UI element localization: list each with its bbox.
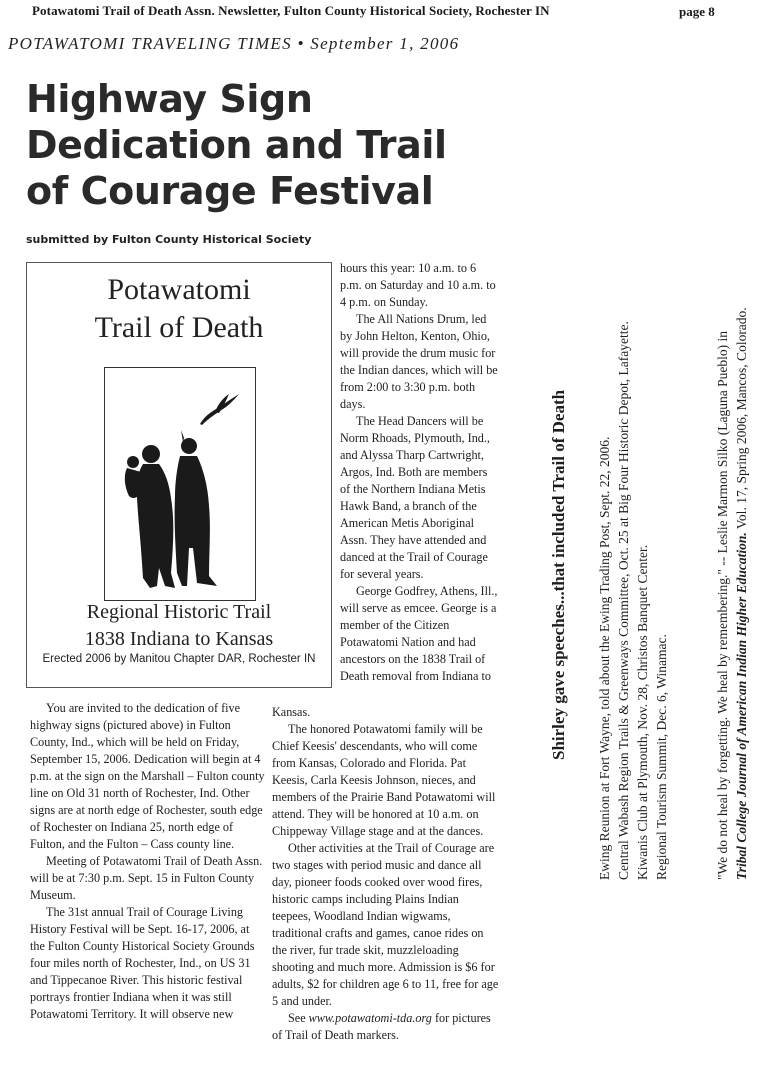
page-number: page 8 [679,4,715,19]
website-link[interactable]: www.potawatomi-tda.org [308,1011,432,1025]
baby-silhouette-icon [127,456,139,468]
article-column-right [272,704,500,1044]
man-silhouette-icon [181,438,197,454]
sign-subtitle-line: Regional Historic Trail [86,601,272,623]
citation-rest: Vol. 17, Spring 2006, Mancos, Colorado. [734,307,749,533]
woman-silhouette-icon [142,445,160,463]
sidebar-title: Shirley gave speeches...that included Trail of Death [549,389,568,760]
paragraph: hours this year: 10 a.m. to 6 p.m. on Saturday and 10 a.m. to 4 p.m. on Sunday. [340,261,496,309]
article-byline: submitted by Fulton County Historical Society [26,233,312,246]
paragraph: The All Nations Drum, led by John Helton, Kenton, Ohio, will provide the drum music for the Indian dances, which will be from 2:00 to 3:30 p.m. both days. [340,312,498,411]
masthead: POTAWATOMI TRAVELING TIMES • September 1, 2006 [8,34,460,53]
sign-title [27,271,331,347]
speech-item: Regional Tourism Summit, Dec. 6, Winamac. [654,634,669,880]
headline-line: Highway Sign [26,77,313,121]
paragraph: The honored Potawatomi family will be Chief Keesis' descendants, who will come from Kansas, Colorado and Florida. Pat Keesis, Carla Keesis Johnson, nieces, and members of the Prairie Band Potawatomi will attend. They will be honored at 10 a.m. on Chippeway Village stage and at the dances. [272,722,496,838]
sign-subtitle-line: 1838 Indiana to Kansas [84,628,274,650]
article-column-left [30,700,266,1023]
quote-text: "We do not heal by forgetting. We heal by remembering." -- Leslie Marmon Silko (Laguna Pueblo) in [715,331,730,880]
family-silhouette-image [104,367,256,601]
journal-title: Tribal College Journal of American Indian Higher Education. [734,532,749,880]
speech-item: Ewing Reunion at Fort Wayne, told about the Ewing Trading Post, Sept. 22, 2006. [597,436,612,880]
paragraph: Meeting of Potawatomi Trail of Death Assn. will be at 7:30 p.m. Sept. 15 in Fulton County Museum. [30,854,263,902]
sign-erected-note: Erected 2006 by Manitou Chapter DAR, Rochester IN [42,653,316,665]
sign-subtitle [27,599,331,653]
silhouette-graphic [105,368,255,600]
paragraph: Kansas. [272,705,311,719]
paragraph [272,1010,500,1044]
highway-sign-photo [26,262,332,688]
paragraph: Other activities at the Trail of Courage are two stages with period music and dance all day, pioneer foods cooked over wood fires, historic camps including Plains Indian teepees, Woodland Indian wigwams, traditional crafts and games, canoe rides on the river, fur trade skit, muzzleloading shooting and much more. Admission is $6 for adults, $2 for children age 6 to 11, free for age 5 and under. [272,841,499,1008]
sidebar-speech-list [595,321,671,880]
text-fragment: See [288,1011,309,1025]
quote-block [713,307,751,880]
speech-item: Kiwanis Club at Plymouth, Nov. 28, Christos Banquet Center. [635,544,650,880]
article-column-middle [340,260,500,685]
sign-title-line: Potawatomi [107,273,251,306]
sign-title-line: Trail of Death [94,311,264,344]
paragraph: George Godfrey, Athens, Ill., will serve as emcee. George is a member of the Citizen Potawatomi Nation and had ancestors on the 1838 Trail of Death removal from Indiana to [340,584,498,683]
text-fragment: for pictures of Trail of Death markers. [272,1011,491,1042]
newsletter-header: Potawatomi Trail of Death Assn. Newsletter, Fulton County Historical Society, Rochester IN [32,3,550,18]
quote-citation [732,307,751,880]
paragraph: The Head Dancers will be Norm Rhoads, Plymouth, Ind., and Alyssa Tharp Cartwright, Argos, Ind. Both are members of the Northern Indiana Metis Hawk Band, a branch of the American Metis Aboriginal Assn. They have attended and danced at the Trail of Courage for several years. [340,414,490,581]
speech-item: Central Wabash Region Trails & Greenways Committee, Oct. 25 at Big Four Historic Depot, Lafayette. [616,321,631,880]
headline-line: Dedication and Trail [26,123,447,167]
headline-line: of Courage Festival [26,169,434,213]
article-headline [26,76,466,214]
paragraph: The 31st annual Trail of Courage Living History Festival will be Sept. 16-17, 2006, at the Fulton County Historical Society Grounds four miles north of Rochester, Ind., on US 31 and Tippecanoe River. This historic festival portrays frontier Indiana when it was still Potawatomi Territory. It will observe new [30,905,255,1021]
paragraph: You are invited to the dedication of five highway signs (pictured above) in Fulton County, Ind., which will be held on Friday, September 15, 2006. Dedication will begin at 4 p.m. at the sign on the Marshall – Fulton county line on Old 31 north of Rochester, Ind. Other signs are at north edge of Rochester, south edge of Rochester on Indiana 25, north edge of Fulton, and the Fulton – Cass county line. [30,701,265,851]
